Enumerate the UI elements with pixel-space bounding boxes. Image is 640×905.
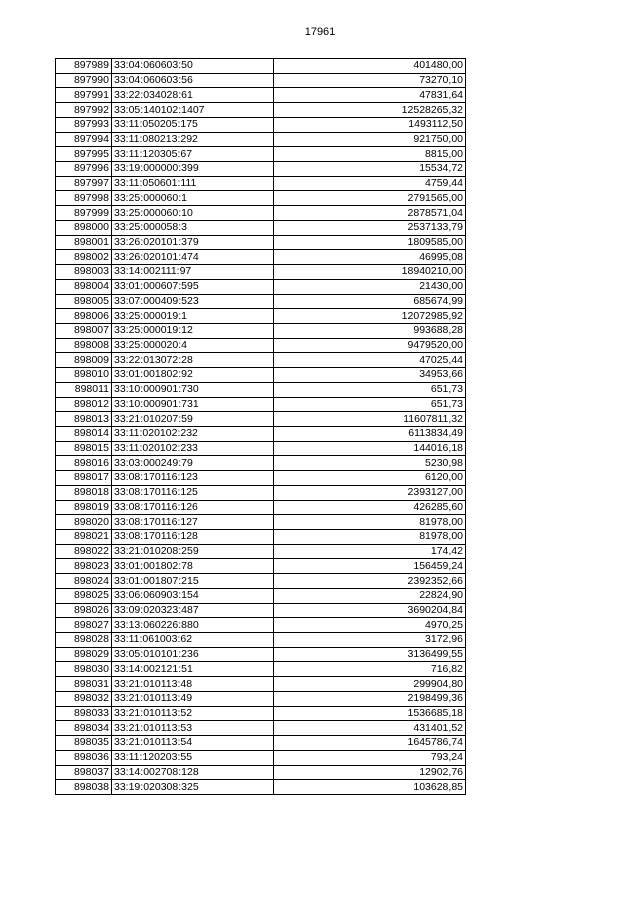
- table-row: [56, 191, 466, 206]
- cadastral-value-cell: 716,82: [274, 662, 466, 677]
- cadastral-value-cell: 793,24: [274, 750, 466, 765]
- table-row: [56, 736, 466, 751]
- table-row: [56, 235, 466, 250]
- cadastral-number-cell: 33:21:010113:48: [112, 677, 274, 692]
- table-row: [56, 485, 466, 500]
- cadastral-value-cell: 3172,96: [274, 633, 466, 648]
- cadastral-number-cell: 33:04:060603:56: [112, 73, 274, 88]
- row-number-cell: 897998: [56, 191, 112, 206]
- page-number: 17961: [304, 26, 336, 38]
- cadastral-value-cell: 651,73: [274, 382, 466, 397]
- row-number-cell: 898029: [56, 647, 112, 662]
- cadastral-value-cell: 993688,28: [274, 323, 466, 338]
- table-row: [56, 176, 466, 191]
- row-number-cell: 898030: [56, 662, 112, 677]
- table-row: [56, 647, 466, 662]
- table-row: [56, 544, 466, 559]
- row-number-cell: 898020: [56, 515, 112, 530]
- table-row: [56, 515, 466, 530]
- row-number-cell: 898014: [56, 426, 112, 441]
- row-number-cell: 898011: [56, 382, 112, 397]
- cadastral-value-cell: 73270,10: [274, 73, 466, 88]
- cadastral-value-cell: 12902,76: [274, 765, 466, 780]
- row-number-cell: 898018: [56, 485, 112, 500]
- table-row: [56, 88, 466, 103]
- cadastral-number-cell: 33:06:060903:154: [112, 588, 274, 603]
- cadastral-value-cell: 12072985,92: [274, 309, 466, 324]
- row-number-cell: 898010: [56, 368, 112, 383]
- cadastral-value-cell: 21430,00: [274, 279, 466, 294]
- row-number-cell: 898013: [56, 412, 112, 427]
- table-row: [56, 691, 466, 706]
- cadastral-value-cell: 5230,98: [274, 456, 466, 471]
- cadastral-value-cell: 103628,85: [274, 780, 466, 795]
- cadastral-value-cell: 426285,60: [274, 500, 466, 515]
- cadastral-number-cell: 33:22:034028:61: [112, 88, 274, 103]
- cadastral-number-cell: 33:21:010113:52: [112, 706, 274, 721]
- cadastral-number-cell: 33:08:170116:123: [112, 471, 274, 486]
- cadastral-number-cell: 33:21:010207:59: [112, 412, 274, 427]
- table-row: [56, 117, 466, 132]
- table-row: [56, 147, 466, 162]
- row-number-cell: 898026: [56, 603, 112, 618]
- cadastral-value-cell: 15534,72: [274, 162, 466, 177]
- row-number-cell: 897992: [56, 103, 112, 118]
- row-number-cell: 897993: [56, 117, 112, 132]
- cadastral-number-cell: 33:21:010208:259: [112, 544, 274, 559]
- cadastral-value-cell: 6120,00: [274, 471, 466, 486]
- table-row: [56, 456, 466, 471]
- cadastral-value-cell: 921750,00: [274, 132, 466, 147]
- cadastral-number-cell: 33:01:000607:595: [112, 279, 274, 294]
- cadastral-number-cell: 33:05:140102:1407: [112, 103, 274, 118]
- table-row: [56, 220, 466, 235]
- cadastral-value-cell: 18940210,00: [274, 265, 466, 280]
- row-number-cell: 898008: [56, 338, 112, 353]
- cadastral-number-cell: 33:11:050601:111: [112, 176, 274, 191]
- cadastral-value-cell: 12528265,32: [274, 103, 466, 118]
- table-row: [56, 471, 466, 486]
- cadastral-value-cell: 46995,08: [274, 250, 466, 265]
- row-number-cell: 898003: [56, 265, 112, 280]
- row-number-cell: 898034: [56, 721, 112, 736]
- cadastral-value-cell: 47831,64: [274, 88, 466, 103]
- cadastral-value-table: [55, 58, 466, 795]
- cadastral-value-cell: 2537133,79: [274, 220, 466, 235]
- row-number-cell: 898019: [56, 500, 112, 515]
- row-number-cell: 898002: [56, 250, 112, 265]
- row-number-cell: 897995: [56, 147, 112, 162]
- cadastral-value-cell: 3690204,84: [274, 603, 466, 618]
- cadastral-number-cell: 33:25:000060:10: [112, 206, 274, 221]
- table-row: [56, 603, 466, 618]
- table-row: [56, 368, 466, 383]
- table-row: [56, 294, 466, 309]
- cadastral-number-cell: 33:14:002121:51: [112, 662, 274, 677]
- table-row: [56, 721, 466, 736]
- row-number-cell: 898012: [56, 397, 112, 412]
- row-number-cell: 898001: [56, 235, 112, 250]
- table-row: [56, 279, 466, 294]
- table-row: [56, 780, 466, 795]
- table-row: [56, 323, 466, 338]
- cadastral-number-cell: 33:09:020323:487: [112, 603, 274, 618]
- cadastral-number-cell: 33:01:001802:78: [112, 559, 274, 574]
- table-row: [56, 103, 466, 118]
- cadastral-number-cell: 33:11:050205:175: [112, 117, 274, 132]
- cadastral-number-cell: 33:14:002111:97: [112, 265, 274, 280]
- table-row: [56, 574, 466, 589]
- row-number-cell: 897991: [56, 88, 112, 103]
- cadastral-value-cell: 2791565,00: [274, 191, 466, 206]
- table-row: [56, 588, 466, 603]
- cadastral-number-cell: 33:11:020102:233: [112, 441, 274, 456]
- row-number-cell: 898004: [56, 279, 112, 294]
- row-number-cell: 897990: [56, 73, 112, 88]
- row-number-cell: 898022: [56, 544, 112, 559]
- table-body: [56, 59, 466, 795]
- cadastral-value-cell: 1809585,00: [274, 235, 466, 250]
- table-row: [56, 559, 466, 574]
- table-row: [56, 309, 466, 324]
- cadastral-value-cell: 11607811,32: [274, 412, 466, 427]
- cadastral-number-cell: 33:21:010113:49: [112, 691, 274, 706]
- table-row: [56, 250, 466, 265]
- cadastral-number-cell: 33:08:170116:128: [112, 530, 274, 545]
- table-row: [56, 353, 466, 368]
- row-number-cell: 898028: [56, 633, 112, 648]
- cadastral-value-cell: 22824,90: [274, 588, 466, 603]
- cadastral-number-cell: 33:10:000901:731: [112, 397, 274, 412]
- table-row: [56, 265, 466, 280]
- row-number-cell: 897994: [56, 132, 112, 147]
- row-number-cell: 898005: [56, 294, 112, 309]
- cadastral-value-cell: 2393127,00: [274, 485, 466, 500]
- cadastral-number-cell: 33:01:001807:215: [112, 574, 274, 589]
- row-number-cell: 897997: [56, 176, 112, 191]
- cadastral-value-cell: 34953,66: [274, 368, 466, 383]
- table-row: [56, 412, 466, 427]
- cadastral-number-cell: 33:05:010101:236: [112, 647, 274, 662]
- row-number-cell: 898024: [56, 574, 112, 589]
- row-number-cell: 898007: [56, 323, 112, 338]
- cadastral-value-cell: 1645786,74: [274, 736, 466, 751]
- cadastral-value-cell: 401480,00: [274, 59, 466, 74]
- row-number-cell: 898021: [56, 530, 112, 545]
- cadastral-value-cell: 4759,44: [274, 176, 466, 191]
- cadastral-value-cell: 8815,00: [274, 147, 466, 162]
- table-row: [56, 662, 466, 677]
- table-row: [56, 426, 466, 441]
- cadastral-value-cell: 174,42: [274, 544, 466, 559]
- cadastral-value-cell: 1493112,50: [274, 117, 466, 132]
- cadastral-value-cell: 81978,00: [274, 530, 466, 545]
- row-number-cell: 898031: [56, 677, 112, 692]
- row-number-cell: 898037: [56, 765, 112, 780]
- table-row: [56, 73, 466, 88]
- row-number-cell: 898015: [56, 441, 112, 456]
- row-number-cell: 898017: [56, 471, 112, 486]
- cadastral-number-cell: 33:08:170116:125: [112, 485, 274, 500]
- cadastral-value-cell: 2392352,66: [274, 574, 466, 589]
- cadastral-value-cell: 81978,00: [274, 515, 466, 530]
- cadastral-value-cell: 685674,99: [274, 294, 466, 309]
- cadastral-number-cell: 33:21:010113:54: [112, 736, 274, 751]
- cadastral-number-cell: 33:25:000058:3: [112, 220, 274, 235]
- table-row: [56, 618, 466, 633]
- cadastral-number-cell: 33:11:080213:292: [112, 132, 274, 147]
- cadastral-number-cell: 33:25:000020:4: [112, 338, 274, 353]
- cadastral-number-cell: 33:07:000409:523: [112, 294, 274, 309]
- table-row: [56, 765, 466, 780]
- table-row: [56, 441, 466, 456]
- cadastral-number-cell: 33:25:000019:1: [112, 309, 274, 324]
- cadastral-value-cell: 2878571,04: [274, 206, 466, 221]
- cadastral-number-cell: 33:26:020101:474: [112, 250, 274, 265]
- cadastral-number-cell: 33:22:013072:28: [112, 353, 274, 368]
- row-number-cell: 898016: [56, 456, 112, 471]
- cadastral-number-cell: 33:14:002708:128: [112, 765, 274, 780]
- cadastral-value-cell: 299904,80: [274, 677, 466, 692]
- row-number-cell: 898038: [56, 780, 112, 795]
- cadastral-number-cell: 33:08:170116:126: [112, 500, 274, 515]
- cadastral-number-cell: 33:08:170116:127: [112, 515, 274, 530]
- table-row: [56, 206, 466, 221]
- cadastral-number-cell: 33:01:001802:92: [112, 368, 274, 383]
- table-row: [56, 633, 466, 648]
- cadastral-number-cell: 33:19:020308:325: [112, 780, 274, 795]
- cadastral-number-cell: 33:26:020101:379: [112, 235, 274, 250]
- cadastral-value-cell: 156459,24: [274, 559, 466, 574]
- row-number-cell: 898000: [56, 220, 112, 235]
- row-number-cell: 898032: [56, 691, 112, 706]
- row-number-cell: 897999: [56, 206, 112, 221]
- table-row: [56, 706, 466, 721]
- cadastral-value-cell: 431401,52: [274, 721, 466, 736]
- table-row: [56, 500, 466, 515]
- cadastral-value-cell: 144016,18: [274, 441, 466, 456]
- table-row: [56, 162, 466, 177]
- row-number-cell: 898009: [56, 353, 112, 368]
- row-number-cell: 897989: [56, 59, 112, 74]
- cadastral-number-cell: 33:03:000249:79: [112, 456, 274, 471]
- table-row: [56, 397, 466, 412]
- cadastral-value-cell: 2198499,36: [274, 691, 466, 706]
- cadastral-number-cell: 33:11:120203:55: [112, 750, 274, 765]
- cadastral-number-cell: 33:10:000901:730: [112, 382, 274, 397]
- cadastral-number-cell: 33:04:060603:50: [112, 59, 274, 74]
- row-number-cell: 898033: [56, 706, 112, 721]
- table-row: [56, 338, 466, 353]
- row-number-cell: 898036: [56, 750, 112, 765]
- cadastral-value-cell: 651,73: [274, 397, 466, 412]
- cadastral-value-cell: 1536685,18: [274, 706, 466, 721]
- cadastral-number-cell: 33:13:060226:880: [112, 618, 274, 633]
- cadastral-number-cell: 33:25:000060:1: [112, 191, 274, 206]
- table-row: [56, 750, 466, 765]
- row-number-cell: 897996: [56, 162, 112, 177]
- cadastral-number-cell: 33:19:000000:399: [112, 162, 274, 177]
- cadastral-value-cell: 6113834,49: [274, 426, 466, 441]
- cadastral-number-cell: 33:11:020102:232: [112, 426, 274, 441]
- row-number-cell: 898025: [56, 588, 112, 603]
- cadastral-number-cell: 33:11:061003:62: [112, 633, 274, 648]
- row-number-cell: 898035: [56, 736, 112, 751]
- cadastral-value-cell: 4970,25: [274, 618, 466, 633]
- cadastral-number-cell: 33:25:000019:12: [112, 323, 274, 338]
- cadastral-value-cell: 9479520,00: [274, 338, 466, 353]
- table-row: [56, 132, 466, 147]
- table-row: [56, 677, 466, 692]
- cadastral-number-cell: 33:21:010113:53: [112, 721, 274, 736]
- row-number-cell: 898023: [56, 559, 112, 574]
- table-row: [56, 530, 466, 545]
- table-row: [56, 382, 466, 397]
- cadastral-number-cell: 33:11:120305:67: [112, 147, 274, 162]
- cadastral-value-cell: 3136499,55: [274, 647, 466, 662]
- table-row: [56, 59, 466, 74]
- cadastral-value-cell: 47025,44: [274, 353, 466, 368]
- row-number-cell: 898027: [56, 618, 112, 633]
- row-number-cell: 898006: [56, 309, 112, 324]
